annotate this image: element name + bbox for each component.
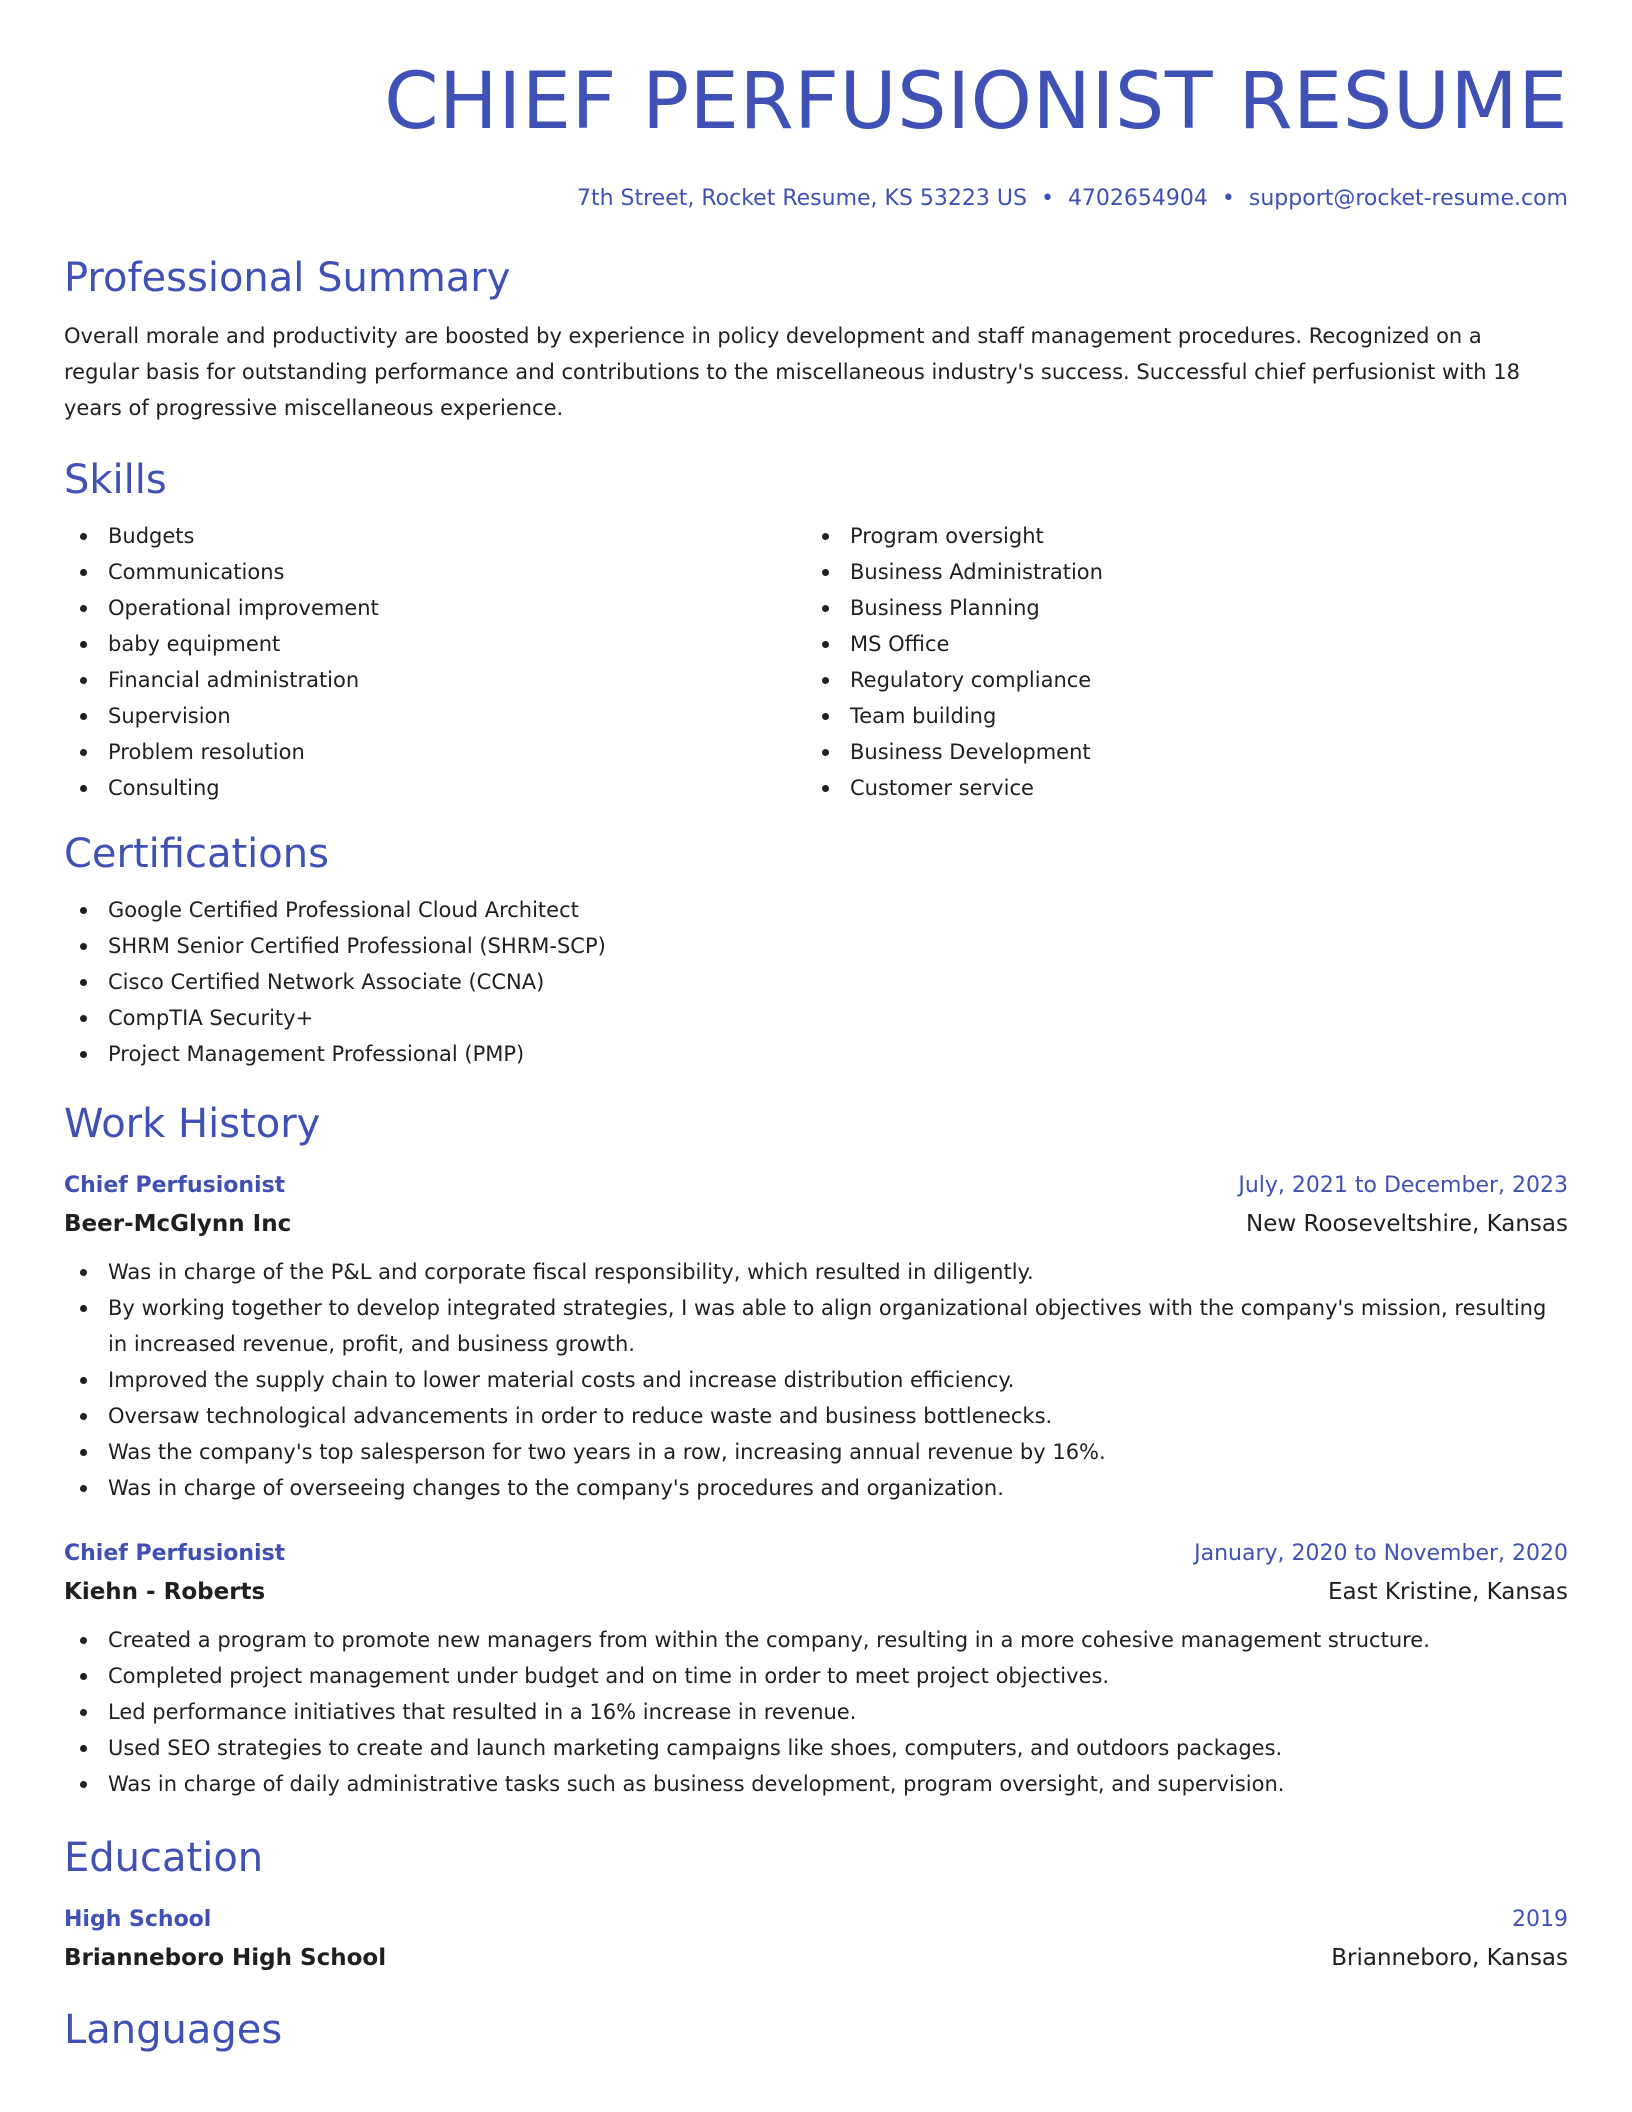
skill-item: Financial administration: [72, 662, 806, 698]
contact-separator: •: [1221, 186, 1235, 211]
contact-phone: 4702654904: [1067, 186, 1208, 211]
skill-item: Business Planning: [814, 590, 1548, 626]
education-location: Brianneboro, Kansas: [1331, 1945, 1568, 1971]
job-bullet: Was the company's top salesperson for two years in a row, increasing annual revenue by 16%.: [72, 1434, 1568, 1470]
skill-item: Communications: [72, 554, 806, 590]
job-bullet: Oversaw technological advancements in order to reduce waste and business bottlenecks.: [72, 1398, 1568, 1434]
contact-line: [64, 184, 1568, 214]
education-header-row: [64, 1902, 1568, 1938]
certification-item: Cisco Certified Network Associate (CCNA): [72, 964, 1568, 1000]
languages-section: [64, 2004, 1568, 2056]
skills-list-left: [72, 518, 806, 806]
skill-item: Regulatory compliance: [814, 662, 1548, 698]
resume-header: [64, 0, 1568, 214]
skills-section: [64, 454, 1568, 806]
summary-heading: Professional Summary: [64, 255, 511, 301]
skill-item: Program oversight: [814, 518, 1548, 554]
job-role: Chief Perfusionist: [64, 1173, 286, 1198]
contact-separator: •: [1040, 186, 1054, 211]
certifications-heading: Certifications: [64, 831, 329, 877]
job-bullet: Was in charge of daily administrative tasks such as business development, program oversight, and supervision.: [72, 1766, 1568, 1802]
education-school: Brianneboro High School: [64, 1945, 387, 1971]
resume-title: CHIEF PERFUSIONIST RESUME: [384, 57, 1568, 147]
skills-grid: [64, 518, 1568, 806]
certification-item: Project Management Professional (PMP): [72, 1036, 1568, 1072]
summary-section: [64, 252, 1568, 426]
job-header-row: [64, 1168, 1568, 1204]
contact-address: 7th Street, Rocket Resume, KS 53223 US: [576, 186, 1027, 211]
job-dates: January, 2020 to November, 2020: [1194, 1541, 1568, 1566]
job-company-row: [64, 1204, 1568, 1244]
skills-heading: Skills: [64, 457, 167, 503]
job-bullet: Created a program to promote new managers from within the company, resulting in a more cohesive management structure.: [72, 1622, 1568, 1658]
certification-item: Google Certified Professional Cloud Architect: [72, 892, 1568, 928]
certifications-list: [72, 892, 1568, 1072]
skill-item: Supervision: [72, 698, 806, 734]
summary-text: Overall morale and productivity are boosted by experience in policy development and staff management procedures. Recognized on a regular basis for outstanding performance and contributions to the miscellaneous industry's success. Successful chief perfusionist with 18 years of progressive miscellaneous experience.: [64, 324, 1520, 420]
skills-column-right: [806, 518, 1548, 806]
job-bullet: By working together to develop integrated strategies, I was able to align organizational objectives with the company's mission, resulting in increased revenue, profit, and business growth.: [72, 1290, 1568, 1362]
skill-item: Business Development: [814, 734, 1548, 770]
job-role: Chief Perfusionist: [64, 1541, 286, 1566]
job-location: New Rooseveltshire, Kansas: [1246, 1211, 1568, 1237]
skill-item: MS Office: [814, 626, 1548, 662]
work-history-heading: Work History: [64, 1101, 321, 1147]
certification-item: CompTIA Security+: [72, 1000, 1568, 1036]
job-header-row: [64, 1536, 1568, 1572]
job-company: Beer-McGlynn Inc: [64, 1211, 292, 1237]
certification-item: SHRM Senior Certified Professional (SHRM-SCP): [72, 928, 1568, 964]
skill-item: Problem resolution: [72, 734, 806, 770]
certifications-section: [64, 828, 1568, 1072]
education-section: [64, 1832, 1568, 1978]
skill-item: Operational improvement: [72, 590, 806, 626]
education-school-row: [64, 1938, 1568, 1978]
job-bullet: Was in charge of overseeing changes to the company's procedures and organization.: [72, 1470, 1568, 1506]
job-entry: [64, 1536, 1568, 1802]
skills-column-left: [64, 518, 806, 806]
skills-list-right: [814, 518, 1548, 806]
contact-email: support@rocket-resume.com: [1248, 186, 1568, 211]
languages-heading: Languages: [64, 2007, 283, 2053]
job-bullets: [72, 1622, 1568, 1802]
education-year: 2019: [1512, 1907, 1568, 1932]
job-bullet: Was in charge of the P&L and corporate fiscal responsibility, which resulted in diligently.: [72, 1254, 1568, 1290]
job-bullet: Improved the supply chain to lower material costs and increase distribution efficiency.: [72, 1362, 1568, 1398]
job-location: East Kristine, Kansas: [1327, 1579, 1568, 1605]
job-bullet: Completed project management under budget and on time in order to meet project objectives.: [72, 1658, 1568, 1694]
skill-item: Budgets: [72, 518, 806, 554]
job-entry: [64, 1168, 1568, 1506]
job-bullet: Led performance initiatives that resulted in a 16% increase in revenue.: [72, 1694, 1568, 1730]
work-history-section: [64, 1098, 1568, 1802]
education-entry: [64, 1902, 1568, 1978]
skill-item: Business Administration: [814, 554, 1548, 590]
skill-item: Consulting: [72, 770, 806, 806]
job-bullets: [72, 1254, 1568, 1506]
education-degree: High School: [64, 1907, 212, 1932]
education-heading: Education: [64, 1835, 264, 1881]
skill-item: Customer service: [814, 770, 1548, 806]
job-bullet: Used SEO strategies to create and launch marketing campaigns like shoes, computers, and outdoors packages.: [72, 1730, 1568, 1766]
job-company-row: [64, 1572, 1568, 1612]
skill-item: Team building: [814, 698, 1548, 734]
job-dates: July, 2021 to December, 2023: [1238, 1173, 1568, 1198]
skill-item: baby equipment: [72, 626, 806, 662]
job-company: Kiehn - Roberts: [64, 1579, 266, 1605]
